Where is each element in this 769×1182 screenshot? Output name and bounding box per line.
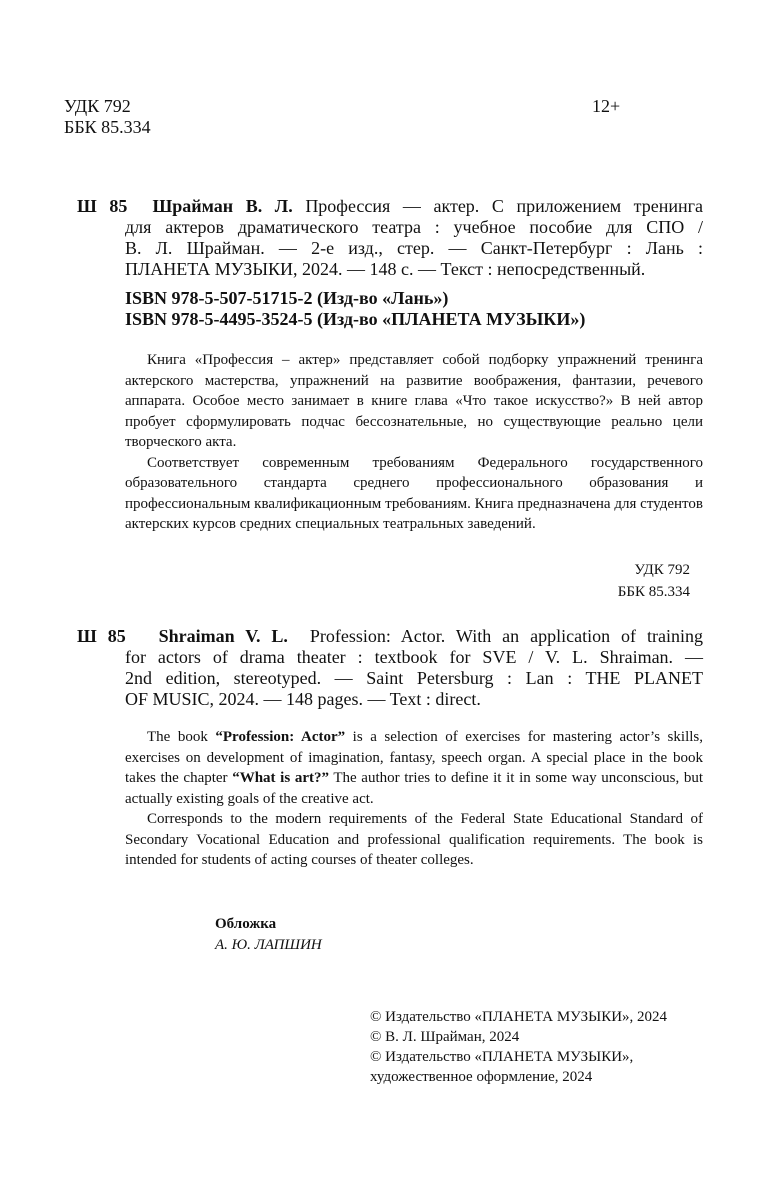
russian-entry-line-2: для актеров драматического театра : учебное пособие для СПО / [125,217,703,237]
english-entry-code: Ш 85 [77,626,126,646]
english-entry-line-3: 2nd edition, stereotyped. — Saint Petersburg : Lan : THE PLANET [125,668,703,688]
isbn-lan: ISBN 978-5-507-51715-2 (Изд-во «Лань») [125,288,449,308]
english-abstract-paragraph-1 [125,727,703,809]
russian-entry-line-4: ПЛАНЕТА МУЗЫКИ, 2024. — 148 с. — Текст : непосредственный. [125,259,646,279]
cover-credit [215,914,322,956]
classification-header [64,96,151,138]
age-rating: 12+ [592,96,621,116]
english-entry-line-2: for actors of drama theater : textbook for SVE / V. L. Shraiman. — [125,647,703,667]
copyright-line-2: © В. Л. Шрайман, 2024 [370,1029,520,1045]
russian-entry-line-3: В. Л. Шрайман. — 2-е изд., стер. — Санкт-Петербург : Лань : [125,238,703,258]
english-abstract-text: The author tries to define it it in some way unconscious, but actually existing goals of the creative act. [125,770,704,807]
russian-entry-code: Ш 85 [77,196,128,216]
cover-credit-label: Обложка [215,916,277,932]
russian-abstract [125,350,703,535]
english-abstract-text: is a selection of exercises for mastering actor’s skills, exercises on development of imagination, fantasy, speech organ. A special place in the book takes the chapter [125,729,703,786]
russian-abstract-paragraph-1: Книга «Профессия – актер» представляет собой подборку упражнений тренинга актерского мастерства, упражнений на развитие воображения, фантазии, речевого аппарата. Особое место занимает в книге глава «Что такое искусство?» В ней автор пробует сформулировать подчас бессознательные, но существующие реально цели творческого акта. [125,352,703,450]
bbk-code-repeat: ББК 85.334 [617,584,690,600]
copyright-line-1: © Издательство «ПЛАНЕТА МУЗЫКИ», 2024 [370,1009,668,1025]
english-chapter-title: “What is art?” [232,770,329,786]
isbn-planet-music: ISBN 978-5-4495-3524-5 (Изд-во «ПЛАНЕТА МУЗЫКИ») [125,309,586,329]
english-entry-line-1 [77,626,703,647]
english-entry-title: Profession: Actor. With an application of training [309,626,703,646]
copyright-line-3: © Издательство «ПЛАНЕТА МУЗЫКИ», [370,1049,634,1065]
english-abstract-paragraph-2: Corresponds to the modern requirements of the Federal State Educational Standard of Secondary Vocational Education and professional qualification requirements. The book is intended for students of acting courses of theater colleges. [125,811,703,868]
english-abstract [125,727,703,871]
copyright-block [370,1007,667,1087]
english-entry [77,626,703,710]
english-abstract-text: The book [147,729,216,745]
russian-entry-author: Шрайман В. Л. [152,196,293,216]
russian-entry-title: Профессия — актер. С приложением тренинга [305,196,704,216]
english-book-title: “Profession: Actor” [215,729,346,745]
english-entry-line-4: OF MUSIC, 2024. — 148 pages. — Text : direct. [125,689,481,709]
udk-code-repeat: УДК 792 [634,562,690,578]
russian-entry [77,196,703,330]
classification-repeat [618,559,690,603]
bbk-code: ББК 85.334 [64,117,151,137]
udk-code: УДК 792 [64,96,131,116]
russian-abstract-paragraph-2: Соответствует современным требованиям Федерального государственного образовательного стандарта среднего профессионального образования и профессиональным квалификационным требованиям. Книга предназначена для студентов актерских курсов средних специальных театральных заведений. [125,454,703,532]
copyright-line-4: художественное оформление, 2024 [370,1069,593,1085]
english-entry-author: Shraiman V. L. [158,626,288,646]
russian-entry-line-1 [77,196,703,217]
cover-credit-name: А. Ю. ЛАПШИН [215,937,322,953]
